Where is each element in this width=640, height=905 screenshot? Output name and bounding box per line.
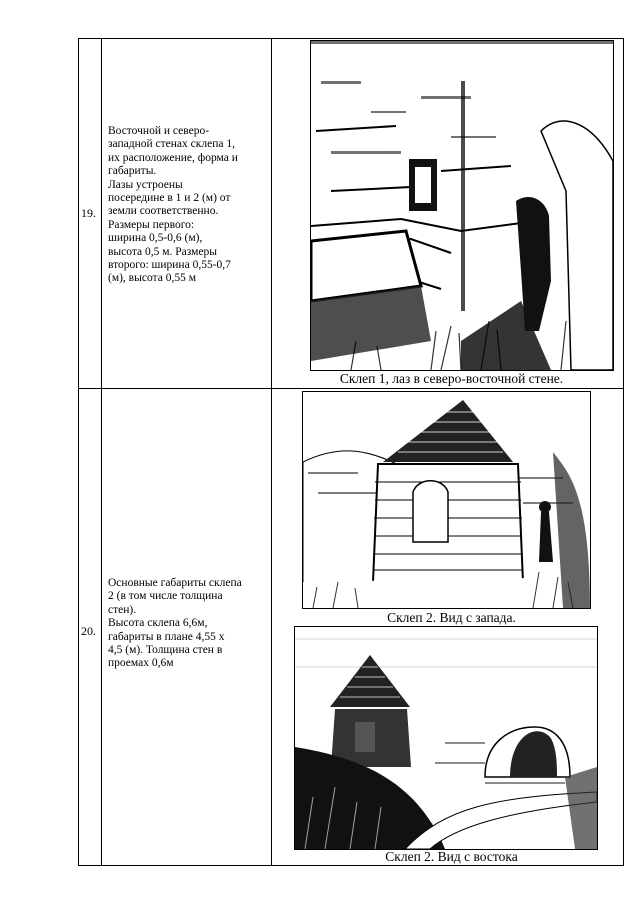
column-divider-number [101, 38, 102, 866]
table-border-right [623, 38, 624, 866]
photo-crypt2-east-illustration [295, 627, 597, 849]
photo-crypt2-west-illustration [303, 392, 590, 608]
row-description-20: Основные габариты склепа 2 (в том числе толщина стен). Высота склепа 6,6м, габариты в плане 4,55 х 4,5 (м). Толщина стен в проемах 0,6м [108, 577, 242, 670]
photo-crypt1-illustration [311, 41, 613, 370]
row-number-20: 20. [81, 624, 96, 638]
photo-crypt2-west [302, 391, 591, 609]
row-divider [78, 388, 624, 389]
photo-caption-crypt2-west: Склеп 2. Вид с запада. [387, 610, 516, 625]
row-number-19: 19. [81, 206, 96, 220]
photo-crypt1-entrance [310, 40, 614, 371]
photo-caption-crypt2-east: Склеп 2. Вид с востока [385, 849, 518, 864]
table-border-top [78, 38, 624, 39]
row-description-19: Восточной и северо- западной стенах склепа 1, их расположение, форма и габариты. Лазы устроены посередине в 1 и 2 (м) от земли соответственно. Размеры первого: ширина 0,5-0,6 (м), высота 0,5 м. Размеры второго: ширина 0,55-0,7 (м), высота 0,55 м [108, 125, 238, 285]
photo-caption-crypt1: Склеп 1, лаз в северо-восточной стене. [339, 371, 564, 386]
table-border-left [78, 38, 79, 866]
photo-crypt2-east [294, 626, 598, 850]
column-divider-description [271, 38, 272, 866]
table-border-bottom [78, 865, 624, 866]
